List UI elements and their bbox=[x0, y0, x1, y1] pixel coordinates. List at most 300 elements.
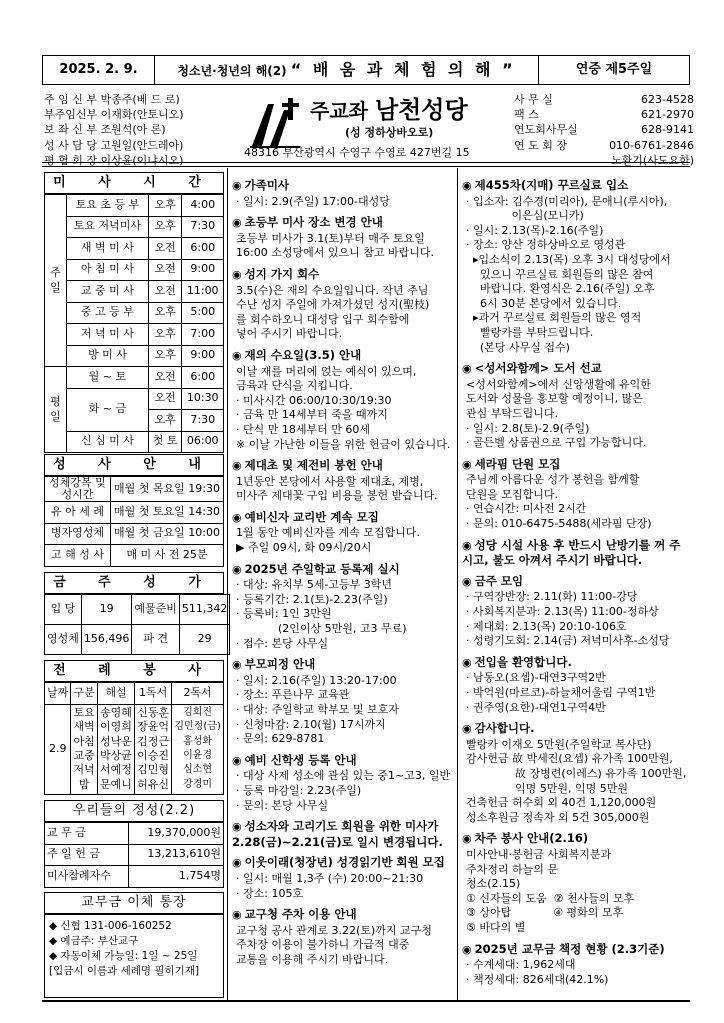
table-cell: 첫 토 bbox=[148, 431, 182, 453]
table-cell: 예금주: 부산교구 bbox=[60, 935, 139, 947]
bulletin-date: 2025. 2. 9. bbox=[43, 56, 155, 84]
table-cell: 7:30 bbox=[182, 216, 224, 238]
table-cell: 방 미 사 bbox=[67, 345, 149, 367]
staff-line: 부주임신부 이재화(안토니오) bbox=[44, 108, 184, 122]
table-cell: 성낙운 bbox=[100, 734, 132, 748]
table-cell: 오후 bbox=[148, 216, 182, 238]
table-cell: 10:30 bbox=[182, 388, 224, 410]
notice-heading bbox=[232, 510, 454, 526]
table-cell: 2025년 교무금 책정 현황 (2.3기준) bbox=[474, 941, 665, 956]
notice-line: 이날 재를 머리에 얹는 예식이 있으며, bbox=[236, 364, 417, 378]
table-cell: 6:00 bbox=[182, 238, 224, 260]
notice-line: ▶ 주일 09시, 화 09시/20시 bbox=[236, 541, 372, 555]
table-cell: 성소자와 고리기도 회원을 위한 미사가 2.28(금)~2.21(금)로 일시 변경됩니다. bbox=[232, 819, 443, 849]
notice-line: · 연습시간: 미사전 2시간 bbox=[466, 502, 587, 516]
notice-line: 미사안내·봉헌금 사회복지분과 bbox=[466, 847, 612, 861]
table-cell: 새벽 bbox=[73, 720, 95, 734]
table-cell: 이윤경 bbox=[183, 750, 213, 761]
table-cell: 토요 초 등 부 bbox=[67, 195, 149, 217]
mass-title: 미 사 시 간 bbox=[44, 172, 224, 194]
table-row bbox=[45, 324, 224, 346]
table-cell: 교중 bbox=[73, 749, 95, 762]
contact-row bbox=[514, 122, 694, 137]
church-patron: (성 정하상바오로) bbox=[345, 126, 434, 139]
notice-line: <성서와함께>에서 신앙생활에 유익한 bbox=[466, 377, 651, 391]
slogan: “ 배 움 과 체 험 의 해 ” bbox=[290, 60, 516, 79]
table-cell: 신동훈 bbox=[137, 705, 170, 719]
notice-item bbox=[232, 562, 454, 652]
table-cell: 7:30 bbox=[182, 410, 224, 432]
bullet-icon: ◉ bbox=[232, 348, 242, 362]
table-cell: 교 중 미 사 bbox=[67, 281, 149, 303]
bullet-icon: ◉ bbox=[462, 179, 472, 192]
notice-line: · 장소: 105호 bbox=[236, 886, 304, 900]
bullet-icon: ◉ bbox=[462, 362, 472, 376]
notice-heading bbox=[232, 657, 454, 673]
table-cell: 팩 스 bbox=[514, 108, 539, 122]
notice-item bbox=[232, 510, 454, 556]
table-cell: 사 무 실 bbox=[514, 93, 553, 106]
table-row bbox=[45, 238, 224, 260]
notice-line: · 일시: 2.13(목)-2.16(주일) bbox=[466, 223, 604, 237]
notice-line: · 입소자: 김수경(미리아), 문애니(루시아), bbox=[466, 194, 668, 208]
notice-line: · 금육 만 14세부터 죽을 때까지 bbox=[236, 408, 388, 422]
notice-line: 이은심(모니카) bbox=[466, 209, 584, 223]
table-cell: 초등부 미사 장소 변경 안내 bbox=[244, 215, 383, 230]
table-cell: 매월 첫 토요일 14:30 bbox=[111, 502, 224, 524]
staff-line: 평 협 회 장 이상윤(이냐시오) bbox=[44, 153, 184, 167]
notice-line: · 문의: 010-6475-5488(세라핌 단장) bbox=[466, 517, 652, 531]
table-cell: 9:00 bbox=[182, 345, 224, 367]
contact-row bbox=[514, 92, 694, 107]
table-row bbox=[45, 704, 224, 794]
header-divider bbox=[42, 162, 690, 167]
table-cell: 서예정 bbox=[100, 763, 132, 777]
notice-line: · 권주영(요한)-대연1구역4반 bbox=[466, 700, 606, 714]
notice-item bbox=[232, 753, 454, 813]
notice-line: · 책정세대: 826세대(42.1%) bbox=[466, 972, 609, 986]
notice-line: (2인이상 5만원, 고3 무료) bbox=[236, 622, 407, 636]
notice-item bbox=[232, 855, 454, 901]
staff-list bbox=[44, 92, 240, 168]
table-cell: 156,496 bbox=[81, 625, 132, 655]
notice-line: · 대상: 주일학교 학부모 및 보호자 bbox=[236, 703, 399, 716]
account-line: ◆ 자동이체 가능일: 1일 ~ 25일 bbox=[49, 950, 198, 962]
staff-line: 주 임 신 부 박종주(베 드 로) bbox=[44, 93, 180, 106]
table-cell: 성당 시설 사용 후 반드시 난방기를 꺼 주시고, 불도 아껴서 주시기 바랍니다. bbox=[462, 537, 681, 568]
table-cell: 김희진 bbox=[183, 706, 213, 718]
table-cell: 밤 bbox=[78, 777, 90, 791]
table-cell: 오후 bbox=[148, 302, 182, 324]
table-cell: 미사참례자수 bbox=[45, 866, 129, 888]
table-cell: 연 도 회 장 bbox=[514, 138, 567, 152]
table-cell: 날짜 bbox=[45, 683, 71, 705]
notice-item bbox=[462, 721, 688, 825]
notice-line: 1년동안 본당에서 사용할 제대초, 제병, bbox=[236, 474, 424, 488]
notice-line: 故 장병련(이레스) 유가족 100만원, bbox=[466, 766, 687, 780]
notice-line: · 등록비: 1인 3만원 bbox=[236, 607, 332, 621]
notice-line: 건축헌금 허수회 외 40건 1,120,000원 bbox=[466, 796, 657, 810]
notice-item bbox=[462, 538, 688, 568]
notice-line: · 제대회: 2.13(목) 20:10-106호 bbox=[466, 619, 627, 633]
bullet-icon: ◉ bbox=[232, 820, 242, 834]
bullet-icon: ◉ bbox=[232, 216, 242, 230]
notice-line: 주차장 이용이 불가하니 가급적 대중 bbox=[236, 938, 410, 952]
table-cell: 511,342 bbox=[179, 595, 230, 625]
table-cell: 청소년·청년의 해(2) bbox=[177, 64, 287, 78]
notice-line: · 일시: 2.8(토)-2.9(주일) bbox=[466, 421, 590, 435]
notice-heading bbox=[462, 942, 688, 958]
notice-line: 주차정리 하늘의 문 bbox=[466, 862, 559, 876]
table-cell: 이영희 bbox=[100, 720, 132, 734]
table-row bbox=[45, 502, 224, 524]
notice-heading bbox=[232, 753, 454, 769]
table-cell: 9:00 bbox=[182, 259, 224, 281]
table-cell: 06:00 bbox=[182, 431, 224, 453]
table-cell: 5:00 bbox=[182, 302, 224, 324]
table-cell: 차주 봉사 안내(2.16) bbox=[474, 831, 589, 846]
table-cell: 2.9 bbox=[45, 704, 71, 794]
table-cell: 2독서 bbox=[172, 683, 224, 705]
notice-line: 있으니 꾸르실료 회원들의 많은 참여 bbox=[466, 267, 654, 281]
church-logo-icon bbox=[248, 94, 302, 150]
staff-line: 성 사 담 당 고원일(안드레아) bbox=[44, 138, 184, 152]
table-row bbox=[45, 595, 230, 625]
table-cell: 매월 첫 목요일 19:30 bbox=[111, 477, 224, 502]
announcements-right bbox=[462, 178, 688, 993]
table-row bbox=[45, 477, 224, 502]
church-address: 48316 부산광역시 수영구 수영로 427번길 15 bbox=[244, 146, 470, 159]
notice-line: 교통을 이용해 주시기 바랍니다. bbox=[236, 952, 389, 966]
table-cell: 4:00 bbox=[182, 195, 224, 217]
table-cell: 교 무 금 bbox=[45, 823, 129, 845]
table-row bbox=[45, 281, 224, 303]
notice-heading bbox=[232, 819, 454, 849]
table-cell: 문예니 bbox=[100, 777, 132, 791]
notice-item bbox=[232, 348, 454, 452]
table-row bbox=[45, 683, 224, 705]
offertory-title: 금 주 성 가 bbox=[44, 572, 224, 594]
notice-heading bbox=[232, 267, 454, 283]
table-cell: 성지 가지 회수 bbox=[244, 266, 320, 281]
table-cell: 입 당 bbox=[45, 595, 82, 625]
notice-line: ① 신자들의 도움 ② 천사들의 모후 bbox=[466, 891, 635, 905]
table-cell: 김민형 bbox=[137, 763, 170, 777]
table-cell: 매월 첫 금요일 10:00 bbox=[111, 523, 224, 545]
table-cell: 오전 bbox=[148, 238, 182, 260]
table-cell: 세라핌 단원 모집 bbox=[474, 456, 561, 471]
hymn-table bbox=[44, 594, 230, 655]
notice-line: 금육과 단식을 지킵니다. bbox=[236, 379, 353, 393]
table-cell: 신 심 미 사 bbox=[67, 431, 149, 453]
table-cell: 010-6761-2846 bbox=[609, 138, 694, 152]
notice-item bbox=[232, 907, 454, 967]
table-row bbox=[45, 431, 224, 453]
year-theme bbox=[155, 56, 539, 84]
notice-item bbox=[232, 178, 454, 209]
table-cell: 고 해 성 사 bbox=[45, 545, 111, 567]
column-divider bbox=[457, 168, 458, 1000]
table-cell: 부모피정 안내 bbox=[244, 657, 316, 672]
table-cell: 박상균 bbox=[100, 749, 132, 762]
table-cell: 오전 bbox=[148, 259, 182, 281]
servers-table bbox=[44, 682, 224, 795]
table-cell: 노환기(사도요한) bbox=[611, 153, 694, 167]
notice-line: 넣어 주시기 바랍니다. bbox=[236, 327, 343, 341]
header-bar bbox=[42, 55, 690, 85]
bullet-icon: ◉ bbox=[462, 457, 472, 471]
notice-line: · 박억원(마르코)-하늘채어울림 구역1반 bbox=[466, 686, 656, 699]
notice-line: 초등부 미사가 3.1(토)부터 매주 토요일 bbox=[236, 231, 425, 245]
notice-line: 3.5(수)은 재의 수요일입니다. 작년 주님 bbox=[236, 283, 429, 297]
table-cell: 2025년 주일학교 등록제 실시 bbox=[244, 561, 400, 576]
table-row bbox=[45, 844, 224, 866]
table-cell: 저 녁 미 사 bbox=[67, 324, 149, 346]
notice-line: (본당 사무실 접수) bbox=[466, 340, 570, 354]
column-divider bbox=[227, 168, 228, 1000]
bullet-icon: ◉ bbox=[462, 538, 472, 552]
table-cell: 김민정(금) bbox=[174, 721, 221, 733]
table-cell: 19,370,000원 bbox=[128, 823, 223, 845]
notice-line: · 미사시간 06:00/10:30/19:30 bbox=[236, 393, 392, 407]
table-cell: 1독서 bbox=[135, 683, 172, 705]
table-row bbox=[45, 259, 224, 281]
servers-title: 전 례 봉 사 bbox=[44, 660, 224, 682]
table-cell: 화 ~ 금 bbox=[67, 388, 149, 431]
notice-line: · 일시: 매월 1,3주 (수) 20:00~21:30 bbox=[236, 871, 424, 885]
table-cell: 재의 수요일(3.5) 안내 bbox=[244, 347, 362, 362]
table-cell: 구분 bbox=[71, 683, 97, 705]
notice-item bbox=[462, 178, 688, 355]
notice-line: 를 회수하오니 대성당 입구 회수함에 bbox=[236, 312, 410, 326]
bullet-icon: ◉ bbox=[232, 179, 242, 192]
table-cell: 전입을 환영합니다. bbox=[474, 654, 572, 669]
notice-line: · 일시: 2.16(주일) 13:20-17:00 bbox=[236, 673, 397, 687]
notice-line: 16:00 소성당에서 있으니 참고 바랍니다. bbox=[236, 246, 434, 260]
notice-line: 성소후원금 정속자 외 5건 305,000원 bbox=[466, 810, 650, 824]
table-cell: 허유신 bbox=[137, 777, 170, 791]
table-cell: 송영혜 bbox=[100, 705, 132, 719]
table-cell: 제455차(지매) 꾸르실료 입소 bbox=[474, 178, 629, 192]
bullet-icon: ◉ bbox=[232, 753, 242, 767]
table-cell: 예비신자 교리반 계속 모집 bbox=[244, 509, 379, 524]
notice-item bbox=[462, 361, 688, 451]
account-title: 교무금 이체 통장 bbox=[44, 892, 224, 914]
notice-item bbox=[232, 215, 454, 261]
notice-line: 관심 부탁드립니다. bbox=[466, 406, 559, 420]
staff-line: 보 좌 신 부 조원석(아 론) bbox=[44, 123, 166, 137]
notice-line: 수난 성지 주일에 가져가셨던 성지(聖枝) bbox=[236, 298, 430, 312]
notice-line: · 문의: 본당 사무실 bbox=[236, 798, 329, 812]
table-cell: 병자영성체 bbox=[45, 523, 111, 545]
table-row bbox=[45, 545, 224, 567]
account-line: ◆ 예금주: 부산교구 bbox=[49, 935, 139, 947]
table-cell: 김정근 bbox=[137, 734, 170, 748]
notice-line: 주님께 아름다운 성가 봉헌을 함께할 bbox=[466, 473, 640, 487]
notice-line: 단원을 모집합니다. bbox=[466, 487, 559, 501]
notice-line: · 신청마감: 2.10(월) 17시까지 bbox=[236, 717, 386, 731]
notice-item bbox=[462, 942, 688, 988]
notice-item bbox=[232, 458, 454, 504]
notice-heading bbox=[462, 457, 688, 473]
bullet-icon: ◉ bbox=[462, 722, 472, 736]
table-cell: 장윤억 bbox=[137, 720, 170, 734]
table-cell: 감사합니다. bbox=[474, 721, 535, 736]
bullet-icon: ◉ bbox=[232, 908, 242, 922]
table-cell: 새 벽 미 사 bbox=[67, 238, 149, 260]
notice-line: ▸입소식이 2.13(목) 오후 3시 대성당에서 bbox=[466, 252, 671, 266]
notice-heading bbox=[462, 538, 688, 568]
notice-line: 6시 30분 본당에서 있습니다. bbox=[466, 296, 622, 310]
notice-item bbox=[232, 657, 454, 747]
table-cell: 19 bbox=[81, 595, 132, 625]
table-cell: 623-4528 bbox=[641, 93, 694, 106]
table-cell: 오후 bbox=[148, 195, 182, 217]
table-row bbox=[45, 195, 224, 217]
table-cell bbox=[172, 704, 224, 794]
sunday-label: 주일 bbox=[45, 195, 67, 367]
table-row bbox=[45, 523, 224, 545]
notice-heading bbox=[232, 855, 454, 871]
table-row bbox=[45, 388, 224, 410]
table-cell: 영성체 bbox=[45, 625, 82, 655]
notice-line: · 대상: 유치부 5세-고등부 3학년 bbox=[236, 578, 393, 592]
table-cell: 심소현 bbox=[183, 764, 213, 776]
table-cell: 오전 bbox=[148, 388, 182, 410]
bullet-icon: ◉ bbox=[232, 459, 242, 473]
notice-heading bbox=[462, 655, 688, 671]
notice-item bbox=[462, 655, 688, 715]
table-cell: 토요 bbox=[73, 705, 95, 719]
notice-line: ⑤ 바다의 별 bbox=[466, 920, 526, 934]
table-cell: 교구청 주차 이용 안내 bbox=[244, 907, 357, 922]
table-cell: 11:00 bbox=[182, 281, 224, 303]
notice-line: · 단식 만 18세부터 만 60세 bbox=[236, 422, 370, 436]
table-cell: 1,754명 bbox=[128, 866, 223, 888]
notice-line: · 구역장반장: 2.11(화) 11:00-강당 bbox=[466, 590, 638, 604]
notice-line: 감사헌금 故 박세진(요셉) 유가족 100만원, bbox=[466, 752, 673, 766]
table-cell: 이승진 bbox=[137, 749, 170, 762]
notice-heading bbox=[462, 178, 688, 194]
notice-item bbox=[232, 819, 454, 849]
account-note: [입금시 이름과 세례명 필히기재] bbox=[49, 965, 200, 977]
table-cell bbox=[97, 704, 134, 794]
table-cell: 예비 신학생 등록 안내 bbox=[244, 752, 357, 767]
notice-line: 교구청 공사 관계로 3.22(토)까지 교구청 bbox=[236, 923, 432, 937]
table-cell: 주 일 헌 금 bbox=[45, 844, 129, 866]
weekday-label: 평일 bbox=[45, 367, 67, 453]
table-cell: 강경미 bbox=[183, 778, 213, 790]
notice-line: · 사회복지분과: 2.13(목) 11:00-정하상 bbox=[466, 605, 659, 619]
table-cell: 6:00 bbox=[182, 367, 224, 389]
table-cell: 7:00 bbox=[182, 324, 224, 346]
contact-row bbox=[514, 138, 694, 153]
account-line: ◆ 신협 131-006-160252 bbox=[49, 920, 172, 932]
table-cell: <성서와함께> 도서 선교 bbox=[474, 361, 602, 376]
table-cell: 주교좌 bbox=[310, 99, 368, 123]
notice-line: · 등록기간: 2.1(토)-2.23(주일) bbox=[236, 592, 388, 606]
sacrament-table bbox=[44, 476, 224, 567]
notice-line: · 장소: 양산 정하상바오로 영성관 bbox=[466, 238, 626, 252]
contact-row bbox=[514, 107, 694, 122]
table-cell: 가족미사 bbox=[244, 178, 290, 192]
notice-line: 도서와 성물을 홍보할 예정이니, 많은 bbox=[466, 392, 643, 406]
notice-line: · 접수: 본당 사무실 bbox=[236, 636, 329, 650]
bullet-icon: ◉ bbox=[232, 658, 242, 672]
bullet-icon: ◉ bbox=[462, 942, 472, 956]
bullet-icon: ◉ bbox=[232, 267, 242, 281]
notice-line: ※ 이날 가난한 이들을 위한 헌금이 있습니다. bbox=[236, 437, 451, 451]
notice-line: · 문의: 629-8781 bbox=[236, 732, 325, 746]
notice-line: 1월 동안 예비신자를 계속 모집합니다. bbox=[236, 526, 420, 540]
announcements-center bbox=[232, 178, 454, 974]
notice-heading bbox=[232, 348, 454, 364]
notice-item bbox=[462, 457, 688, 532]
table-cell: 매 미 사 전 25분 bbox=[111, 545, 224, 567]
table-cell: 제대초 및 제전비 봉헌 안내 bbox=[244, 458, 383, 473]
notice-line: · 수계세대: 1,962세대 bbox=[466, 958, 576, 972]
notice-heading bbox=[232, 458, 454, 474]
notice-heading bbox=[232, 562, 454, 578]
contact-list bbox=[514, 92, 694, 168]
table-cell: 해설 bbox=[97, 683, 134, 705]
table-cell: 아침 bbox=[73, 734, 95, 748]
church-name bbox=[310, 95, 468, 127]
table-cell: 중 고 등 부 bbox=[67, 302, 149, 324]
notice-heading bbox=[462, 361, 688, 377]
table-row bbox=[45, 345, 224, 367]
notice-line: · 골든벨 상품권으로 구입 가능합니다. bbox=[466, 436, 647, 450]
liturgical-week: 연중 제5주일 bbox=[575, 62, 653, 78]
table-cell: 오전 bbox=[148, 281, 182, 303]
table-cell: 이웃이래(청장년) 성경읽기반 회원 모집 bbox=[244, 855, 445, 870]
table-cell: 파 견 bbox=[132, 625, 180, 655]
table-cell: 오후 bbox=[148, 324, 182, 346]
table-cell: 오후 bbox=[148, 345, 182, 367]
footer-rule bbox=[42, 1000, 690, 1002]
notice-heading bbox=[232, 907, 454, 923]
table-cell: 오후 bbox=[148, 410, 182, 432]
notice-line: · 일시: 2.9(주일) 17:00-대성당 bbox=[236, 194, 390, 208]
bullet-icon: ◉ bbox=[232, 856, 242, 870]
table-cell: 자동이체 가능일: 1일 ~ 25일 bbox=[60, 950, 198, 962]
notice-line: 바랍니다. 환영식은 2.16(주일) 오후 bbox=[466, 282, 655, 296]
offering-table bbox=[44, 822, 224, 888]
table-cell: 아 침 미 사 bbox=[67, 259, 149, 281]
table-cell bbox=[71, 704, 97, 794]
table-cell: 신협 131-006-160252 bbox=[60, 920, 172, 932]
table-row bbox=[45, 216, 224, 238]
table-cell: 13,213,610원 bbox=[128, 844, 223, 866]
sacrament-title: 성 사 안 내 bbox=[44, 454, 224, 476]
notice-heading bbox=[462, 574, 688, 590]
notice-line: · 대상 사제 성소에 관심 있는 중1~고3, 일반 bbox=[236, 769, 451, 783]
bullet-icon: ◉ bbox=[462, 655, 472, 669]
bullet-icon: ◉ bbox=[462, 832, 472, 846]
table-row bbox=[45, 823, 224, 845]
notice-heading bbox=[462, 721, 688, 737]
bullet-icon: ◉ bbox=[232, 510, 242, 524]
notice-heading bbox=[232, 215, 454, 231]
notice-line: · 등록 마감일: 2.23(주일) bbox=[236, 783, 362, 797]
table-cell: 오전 bbox=[148, 367, 182, 389]
notice-line: · 장소: 푸른나무 교육관 bbox=[236, 688, 350, 702]
table-row bbox=[45, 302, 224, 324]
table-cell: 월 ~ 토 bbox=[67, 367, 149, 389]
notice-heading bbox=[462, 831, 688, 847]
table-cell: 621-2970 bbox=[641, 108, 694, 122]
table-cell bbox=[135, 704, 172, 794]
